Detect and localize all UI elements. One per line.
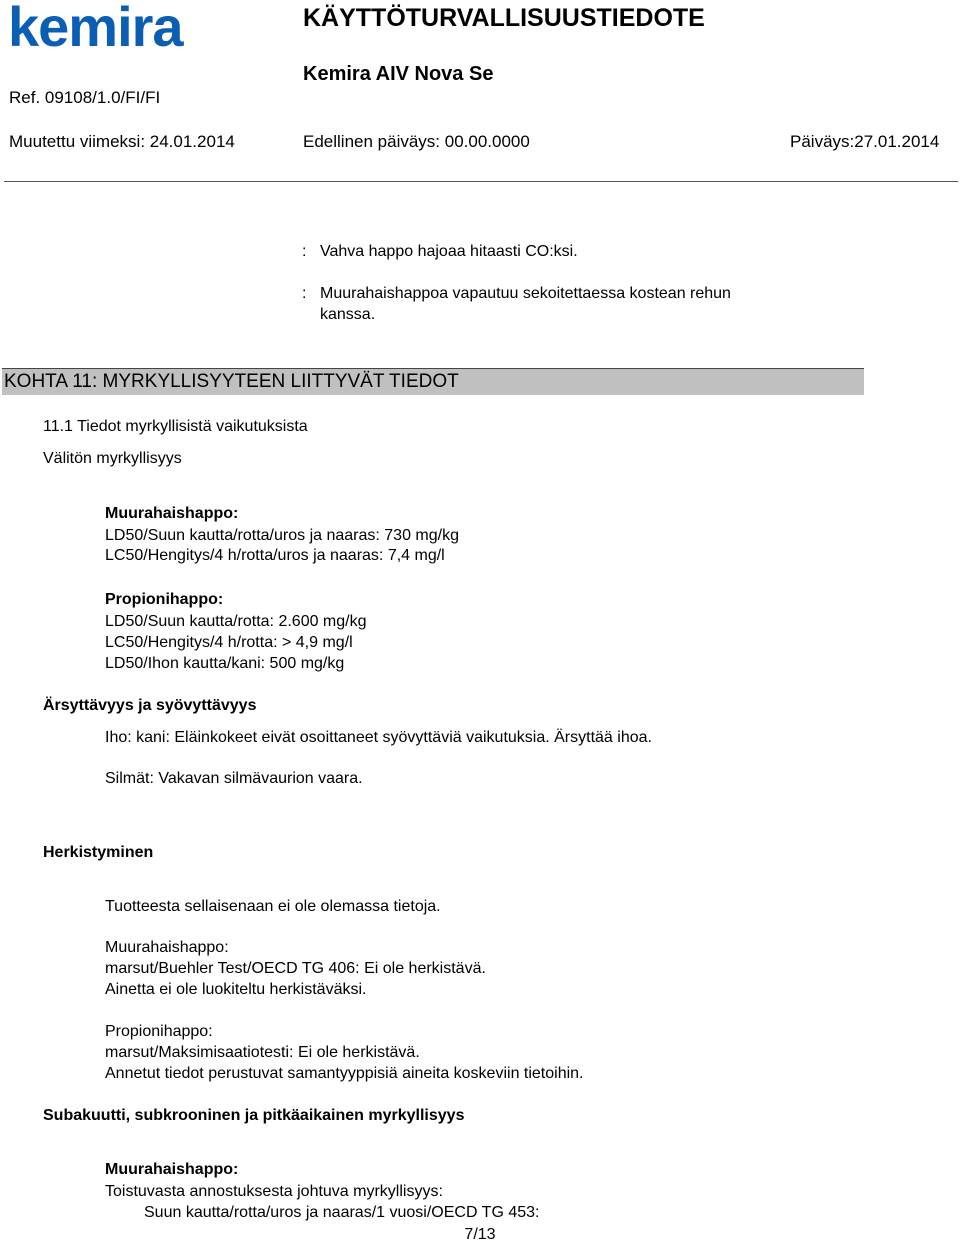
modified-date: Muutettu viimeksi: 24.01.2014	[9, 132, 235, 151]
kemira-logo	[8, 0, 248, 54]
release-text: Muurahaishappoa vapautuu sekoitettaessa kostean rehun	[320, 285, 731, 302]
propionic-ld50: LD50/Suun kautta/rotta: 2.600 mg/kg	[105, 613, 367, 630]
logo-text: kemira	[8, 0, 183, 54]
sens-propionic-line: Annetut tiedot perustuvat samantyyppisiä aineita koskeviin tietoihin.	[105, 1065, 584, 1082]
chronic-formic-heading: Muurahaishappo:	[105, 1161, 239, 1178]
propionic-dermal: LD50/Ihon kautta/kani: 500 mg/kg	[105, 655, 345, 672]
colon-marker: :	[302, 285, 307, 302]
sens-propionic-line: marsut/Maksimisaatiotesti: Ei ole herkistävä.	[105, 1044, 420, 1061]
release-text-cont: kanssa.	[320, 306, 376, 323]
reference-number: Ref. 09108/1.0/FI/FI	[9, 88, 161, 107]
sens-formic-line: marsut/Buehler Test/OECD TG 406: Ei ole herkistävä.	[105, 960, 486, 977]
chronic-toxicity-heading: Subakuutti, subkrooninen ja pitkäaikainen myrkyllisyys	[43, 1107, 465, 1124]
previous-date: Edellinen päiväys: 00.00.0000	[303, 132, 530, 151]
propionic-acid-heading: Propionihappo:	[105, 591, 224, 608]
page-number: 7/13	[464, 1226, 496, 1243]
section-header-bar	[2, 368, 864, 395]
subsection-title: 11.1 Tiedot myrkyllisistä vaikutuksista	[43, 418, 308, 435]
sens-formic-heading: Muurahaishappo:	[105, 939, 229, 956]
irritation-heading: Ärsyttävyys ja syövyttävyys	[43, 697, 257, 714]
eye-irritation: Silmät: Vakavan silmävaurion vaara.	[105, 770, 363, 787]
formic-ld50: LD50/Suun kautta/rotta/uros ja naaras: 730 mg/kg	[105, 527, 459, 544]
chronic-line: Toistuvasta annostuksesta johtuva myrkyllisyys:	[105, 1183, 443, 1200]
sensitisation-heading: Herkistyminen	[43, 844, 154, 861]
acute-toxicity-heading: Välitön myrkyllisyys	[43, 450, 182, 467]
propionic-lc50: LC50/Hengitys/4 h/rotta: > 4,9 mg/l	[105, 634, 353, 651]
formic-acid-heading: Muurahaishappo:	[105, 505, 239, 522]
section-title: KOHTA 11: MYRKYLLISYYTEEN LIITTYVÄT TIEDOT	[4, 371, 459, 392]
sens-propionic-heading: Propionihappo:	[105, 1023, 213, 1040]
chronic-line: Suun kautta/rotta/uros ja naaras/1 vuosi/OECD TG 453:	[144, 1204, 540, 1221]
formic-lc50: LC50/Hengitys/4 h/rotta/uros ja naaras: 7,4 mg/l	[105, 547, 445, 564]
colon-marker: :	[302, 243, 307, 260]
decomposition-text: Vahva happo hajoaa hitaasti CO:ksi.	[320, 243, 578, 260]
sens-formic-line: Ainetta ei ole luokiteltu herkistäväksi.	[105, 981, 367, 998]
sensitisation-general: Tuotteesta sellaisenaan ei ole olemassa tietoja.	[105, 898, 441, 915]
issue-date: Päiväys:27.01.2014	[790, 132, 940, 151]
skin-irritation: Iho: kani: Eläinkokeet eivät osoittaneet syövyttäviä vaikutuksia. Ärsyttää ihoa.	[105, 729, 652, 746]
document-title: KÄYTTÖTURVALLISUUSTIEDOTE	[303, 4, 705, 32]
header-divider	[4, 181, 958, 182]
product-name: Kemira AIV Nova Se	[303, 63, 494, 85]
